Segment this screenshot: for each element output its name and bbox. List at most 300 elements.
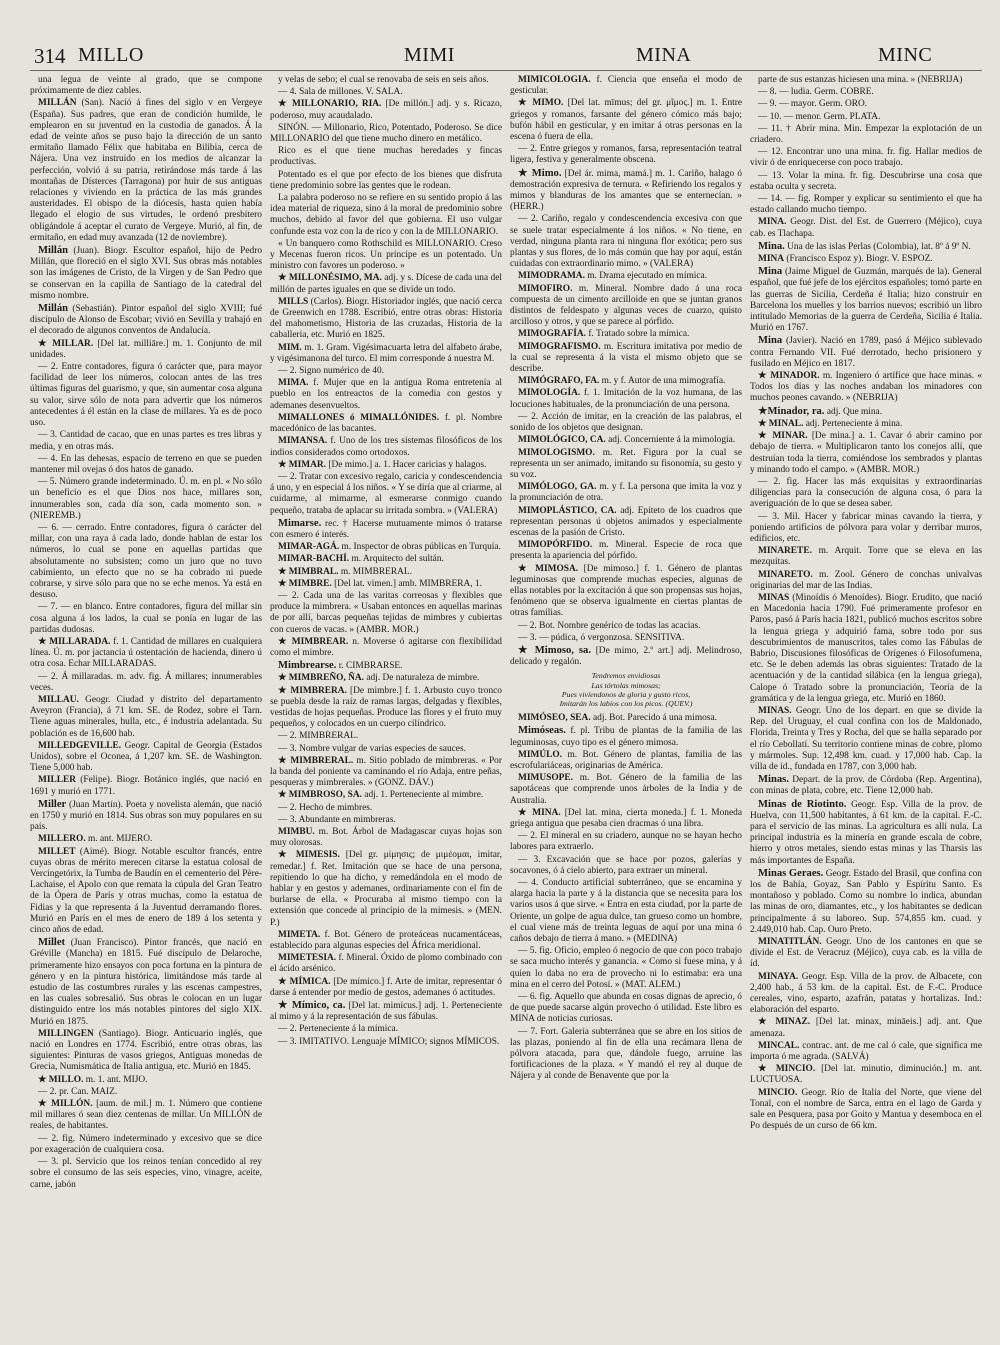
dictionary-entry [30,937,262,1028]
entry-text: Una de las islas Perlas (Colombia), lat. 8º á 9º N. [787,241,971,252]
dictionary-entry [270,815,502,826]
entry-headword: Mimarse. [278,517,322,529]
dictionary-entry [30,362,262,429]
dictionary-entry [270,731,502,742]
dictionary-entry [510,271,742,282]
entry-text: f. Bot. Género de proteáceas nucamentáceas, establecido para algunas especies del África meridional. [270,929,502,952]
dictionary-entry [270,75,502,86]
dictionary-entry [510,621,742,632]
entry-text: — 2. Entre griegos y romanos, farsa, representación teatral ligera, festiva y generalmente obscena. [510,144,742,166]
entry-headword: ★ MINAZ. [758,1017,811,1028]
dictionary-entry [750,431,982,476]
entry-text: y velas de sebo; el cual se renovaba de seis en seis años. [278,75,489,85]
entry-headword: MIMOGRAFÍA. [518,329,586,340]
entry-text: (Aimé). Biogr. Notable escultor francés, entre cuyas obras de mérito merecen citarse la estatua colosal de Vercingetórix, la Tumba de Baudín en el cementerio del Père-Lachaise, el Apolo con que remata la cúpula del Gran Teatro de la Ópera de París y otras muchas, como la estatua de Fidias y la que representa á la Juventud derramando flores. Murió en París en el mes de enero de 189 á los setenta y cinco años de edad. [30,846,262,936]
entry-headword: MIMOPÓRFIDO. [518,540,593,551]
entry-text: m. 1. Gram. Vigésimacuarta letra del alfabeto árabe, y vigésimanona del turco. El mim corresponde á nuestra M. [270,342,502,364]
dictionary-entry [270,673,502,684]
entry-headword: MIMETESIA. [278,953,337,964]
entry-text: Geogr. Capital de Georgia (Estados Unidos), sobre el Oconea, á 1,207 km. SE. de Washington. Tiene 5,000 hab. [30,740,262,774]
dictionary-entry [30,1099,262,1133]
entry-text: adj. 1. Perteneciente al mimbre. [364,790,484,801]
entry-headword: MIMALLONES ó MIMALLÓNIDES. [278,412,440,423]
entry-headword: ★ MILLONARIO, RIA. [278,99,382,110]
dictionary-entry [270,930,502,952]
entry-headword: MIMOFIRO. [518,283,573,294]
entry-text: r. CIMBRARSE. [338,661,403,672]
entry-headword: ★Minador, ra. [758,405,825,417]
dictionary-entry [270,436,502,458]
dictionary-entry [270,472,502,517]
entry-text: — 13. Volar la mina. fr. fig. Descubrirse una cosa que estaba oculta y secreta. [750,170,982,192]
entry-headword: Millán [38,245,69,257]
entry-text: — 2. Perteneciente á la mímica. [278,1024,399,1035]
entry-headword: Minas. [758,774,789,786]
entry-text: m. 1. ant. MIJO. [85,1074,148,1085]
dictionary-entry [750,706,982,773]
column-1 [30,75,262,1345]
entry-text: — 2. Cada una de las varitas correosas y flexibles que produce la mimbrera. « Usaban entonces en aquellas marinas de por allí, barcas pequeñas tejidas de mimbres y cubiertas con cueros de vacas. » (AMBR. MOR.) [270,590,502,635]
entry-headword: Mina [758,266,783,278]
entry-headword: ★ Mímico, ca. [278,1000,346,1012]
entry-text: [De mímico.] f. Arte de imitar, representar ó darse á entender por medio de gestos, ademanes ó actitudes. [270,976,502,998]
entry-headword: MINCIO. [758,1087,798,1098]
entry-text: — 2. Acción de imitar, en la creación de las palabras, el sonido de los objetos que designan. [510,411,742,434]
entry-text: Geogr. Esp. Villa de la prov. de Albacete, con 2,400 hab., á 53 km. de la capital. Est. de F.-C. Produce cereales, vino, esparto, azafrán, patatas y hortalizas. Ind.: elaboración del esparto. [750,971,982,1016]
dictionary-entry [510,633,742,644]
entry-text: Geogr. Uno de los cantones en que se divide el Est. de Veracruz (Méjico), cuya cab. es la villa de íd. [750,937,982,970]
dictionary-entry [510,831,742,853]
dictionary-entry [30,1075,262,1086]
dictionary-entry [510,168,742,214]
dictionary-entry [750,194,982,216]
entry-text: Geogr. Esp. Villa de la prov. de Huelva, con 11,500 habitantes, á 61 km. de la capital. F.-C. para el servicio de las minas. La agricultura es allí nula. La principal industria es la minería en grande escala de cobre, hierro y otros metales, siendo estas minas y las Tharsis las más importantes de España. [750,799,982,866]
entry-headword: ★ MIMBREÑO, ÑA. [278,673,365,684]
dictionary-entry [270,413,502,435]
entry-headword: MINAYA. [758,971,799,982]
entry-text: m. Ingeniero ó artífice que hace minas. « Todos los días y las noches andaban los minadores con muchos peones cavando. » (NEBRIJA) [750,371,982,404]
entry-text: — 11. † Abrir mina. Min. Empezar la explotación de un criadero. [750,123,982,146]
entry-headword: Mimóseas. [518,725,566,737]
dictionary-entry [750,406,982,418]
entry-headword: MINA [758,254,785,265]
entry-headword: MIMÓLOGO, GA. [518,482,597,493]
running-headword-2: MIMI [404,44,455,66]
entry-text: — 9. — mayor. Germ. ORO. [758,99,868,110]
entry-text: — 2. Tratar con excesivo regalo, caricia y condescendencia á uno, y en especial á los niños. « Y se diría que al criarme, al cuidarme, al mimarme, al esmerarse conmigo cuando pequeño, trataba de aplacar su irritada sombra. » (VALERA) [270,471,502,516]
dictionary-entry [270,542,502,553]
dictionary-entry [750,171,982,193]
entry-text: f. pl. Tribu de plantas de la familia de las leguminosas, cuyo tipo es el género mimosa. [510,726,742,748]
entry-headword: MILLAU. [38,694,79,705]
entry-text: (Carlos). Biogr. Historiador inglés, que nació cerca de Greenwich en 1788. Escribió, entre otras obras: Historia del mahometismo, Historia de las cruzadas, Historia de la caballería, etc. Murió en 1825. [270,296,502,341]
dictionary-entry [30,799,262,834]
entry-text: m. Sitio poblado de mimbreras. « Por la banda del poniente va caminando el río Adaja, entre peñas, pesqueras y mimbrerales. » (GONZ. DÁV.) [270,755,502,789]
entry-text: Potentado es el que por efecto de los bienes que disfruta tiene predominio sobre las gentes que le rodean. [270,169,502,191]
entry-headword: MIMAR-BACHÍ. [278,554,350,565]
dictionary-entry [750,512,982,546]
dictionary-entry [510,1027,742,1083]
entry-text: — 3. Cantidad de cacao, que en unas partes es tres libras y media, y en otras más. [30,430,262,452]
dictionary-entry [750,87,982,98]
entry-text: [De mimo.] a. 1. Hacer caricias y halagos. [328,459,487,470]
entry-text: adj. De naturaleza de mimbre. [366,673,480,684]
entry-headword: MIMANSA. [278,436,328,447]
entry-headword: MILLS [278,296,309,307]
entry-headword: MILLINGEN [38,1028,94,1039]
entry-text: [Del ár. mima, mamá.] m. 1. Cariño, halago ó demostración expresiva de ternura. « Refiriendo los regalos y mimos y blanduras de los amantes que se enternecían. » (HERR.) [510,168,742,213]
dictionary-entry [270,686,502,731]
entry-text: [De mimbre.] f. 1. Arbusto cuyo tronco se puebla desde la raíz de ramas largas, delgadas y flexibles, vestidas de hojas pequeñas. Produce las flores y el fruto muy pequeños, y colocados en un cuerpo cilíndrico. [270,685,502,730]
dictionary-entry [510,855,742,877]
entry-text: — 5. Número grande indeterminado. Ú. m. en pl. « No sólo un beneficio es el que Dios nos hace, millares son, innumerables son, cada día son, cada momento son. » (NIEREMB.) [30,477,262,521]
entry-text: — 2. fig. Hacer las más exquisitas y extraordinarias diligencias para la consecución de alguna cosa, ó para la averiguación de lo que se desea saber. [750,476,982,510]
entry-text: Geogr. Ciudad y distrito del departamento Aveyron (Francia), á 71 km. SE. de Rodez, sobre el Tarn. Tiene aguas minerales, hulla, etc., é industria adelantada. Su población es de 16,600 hab. [30,694,262,739]
entry-headword: ★ MINCIO. [758,1064,816,1075]
entry-text: [Del lat. mīmus; del gr. μῖμος.] m. 1. Entre griegos y romanos, farsante del género cómico más bajo; bufón hábil en gesticular, y en imitar á otras personas en la escena ó fuera de ella. [510,98,742,143]
dictionary-entry [510,506,742,540]
entry-text: — 3. IMITATIVO. Lenguaje MÍMICO; signos MÍMICOS. [278,1036,500,1047]
dictionary-entry [510,992,742,1026]
entry-text: — 3. pl. Servicio que los reinos tenían concedido al rey sobre el consumo de las seis especies, vino, vinagre, aceite, carne, jabón [30,1157,262,1190]
entry-text: m. Mineral. Nombre dado á una roca compuesta de un cimento arcilloide en que se juntan granos distintos de feldespato y algunas veces de cuarzo, quisto arcilloso y otros, y que se parece al pórfido. [510,283,742,328]
entry-headword: MINAS [758,592,790,603]
verse-quote: Tendremos envidiosas Las tórtolas mimosas; Pues vivíendonos de gloria y gusto ricos, Imitarán los labios con los picos. (QUEV.) [559,671,693,708]
entry-text: m. MIMBRERAL. [340,566,412,577]
page-number: 314 [34,44,66,68]
entry-text: adj. y s. Dícese de cada una del millón de partes iguales en que se divide un todo. [270,273,502,295]
entry-text: Geogr. Río de Italia del Norte, que viene del Tonal, con el nombre de Sarca, entra en el lago de Garda y sale en Pesquera, pasa por Goito y Mantua y desemboca en el Po después de un curso de 66 km. [750,1087,982,1132]
dictionary-entry [30,741,262,775]
entry-headword: Minas de Riotinto. [758,798,847,810]
entry-headword: MINA. [758,217,787,228]
dictionary-entry [270,554,502,565]
entry-headword: ★ MINAL. [758,418,804,429]
dictionary-entry [270,460,502,471]
entry-headword: Mina [758,335,783,347]
dictionary-entry [510,564,742,620]
entry-text: — 2. Signo numérico de 40. [278,366,384,377]
entry-text: m. Bot. Género de la familia de las sapotáceas que comprende unos árboles de la India y de Australia. [510,773,742,806]
dictionary-entry [270,579,502,590]
entry-text: m. Ret. Figura por la cual se representa un ser animado, imitando su fisonomía, su gesto y su voz. [510,447,742,480]
dictionary-entry [30,672,262,694]
dictionary-entry [30,1134,262,1156]
entry-headword: MIMÓSEO, SEA. [518,713,591,724]
dictionary-entry [270,1024,502,1035]
dictionary-entry [510,713,742,724]
dictionary-entry [750,1088,982,1133]
entry-text: — 7. Fort. Galería subterránea que se abre en los sitios de las plazas, poniendo al fin de ella una recámara llena de pólvora atacada, para que, dándole fuego, arruine las fortificaciones de la plaza. « Y mandó el rey al duque de Nájera y al conde de Benavente que por la [510,1026,742,1082]
entry-headword: ★ MILLÓN. [38,1099,93,1110]
entry-headword: MIMICOLOGÍA. [518,75,591,85]
entry-headword: ★ MILLAR. [38,338,94,349]
dictionary-entry [270,239,502,273]
entry-headword: MINCAL. [758,1040,800,1051]
running-headword-1: MILLO [78,44,144,66]
entry-text: — 6. fig. Aquello que abunda en cosas dignas de aprecio, ó de que puede sacarse algún provecho ó utilidad. Este libro es MINA de noticias curiosas. [510,992,742,1025]
entry-headword: MINATITLÁN. [758,937,822,948]
dictionary-entry [750,593,982,705]
entry-headword: ★ MIMBROSO, SA. [278,790,362,801]
column-2 [270,75,502,1345]
text-columns [30,75,982,1345]
entry-text: adj. Bot. Parecido á una mimosa. [593,713,717,724]
entry-headword: ★ MIMAR. [278,459,326,470]
entry-text: (San). Nació á fines del siglo v en Vergeye (España). Sus padres, que eran de condición humilde, le emplearon en su juventud en la custodia de ganados. Á la edad de veinte años se puso bajo la dirección de un santo ermitaño llamado Félix que habitaba en Bilibia, cerca de Nájera. Una vez instruído en los medios de alcanzar la perfección, volvió á su patria, retirándose más tarde á las montañas de Dísterces (Tarragona) por huir de sus antiguas relaciones y viviendo en la práctica de las más grandes austeridades. El obispo de la diócesis, hasta quien había llegado el elogio de sus virtudes, le ordenó presbítero obligándole á aceptar el curato de Vergeye. Murió, al fin, de ermitaño, en edad muy avanzada (12 de noviembre). [30,98,262,243]
entry-text: « Un banquero como Rothschild es MILLONARIO. Creso y Mecenas fueron ricos. Un príncipe es un potentado. Un ministro con favores un poderoso. » [270,238,502,272]
entry-headword: ★ MINAR. [758,431,808,442]
dictionary-entry [30,303,262,338]
dictionary-entry [270,953,502,975]
entry-text: m. Arquitecto del sultán. [351,554,444,565]
dictionary-entry [270,87,502,98]
dictionary-entry [30,847,262,937]
dictionary-entry [510,878,742,945]
entry-text: — 3. — púdica, ó vergonzosa. SENSITIVA. [518,632,685,643]
entry-headword: ★ MINA. [518,807,561,818]
dictionary-entry [270,567,502,578]
entry-text: (Sebastián). Pintor español del siglo XVIII; fué discípulo de Alonso de Escobar; vivió en Sevilla y trabajó en el decorado de algunos conventos de Andalucía. [30,304,262,337]
entry-text: [De mimo, 2.º art.] adj. Melindroso, delicado y regalón. [510,645,742,668]
dictionary-entry [270,977,502,999]
dictionary-entry [30,1157,262,1191]
entry-text: m. Drama ejecutado en mímica. [587,271,708,282]
entry-headword: ★ MIMO. [518,98,564,109]
entry-headword: Mimbrearse. [278,660,337,672]
dictionary-entry [750,1041,982,1063]
entry-text: Geogr. Dist. del Est. de Guerrero (Méjico), cuya cab. es Tlachapa. [750,217,982,239]
dictionary-entry [270,660,502,672]
entry-headword: Miller [38,798,67,810]
running-headword-4: MINC [878,44,933,66]
entry-text: La palabra poderoso no se refiere en su sentido propio á las idea material de riqueza, sino á la moral de predominio sobre muchos, debido al favor del que gobierna. El uso vulgar confunde esta voz con la de rico y con la de MILLONARIO. [270,193,502,237]
entry-text: — 2. pr. Can. MAIZ. [38,1086,118,1097]
dictionary-entry [270,1000,502,1023]
entry-text: m. Mineral. Especie de roca que presenta la apariencia del pórfido. [510,540,742,562]
entry-text: f. Mujer que en la antigua Roma entretenía al pueblo en los entreactos de la comedia con gestos y ademanes desenvueltos. [270,378,502,411]
entry-text: — 2. El mineral en su criadero, aunque no se hayan hecho labores para extraerlo. [510,831,742,853]
dictionary-entry [750,477,982,511]
entry-headword: ★ MIMBRERAL. [278,755,354,766]
entry-text: — 2. Cariño, regalo y condescendencia excesiva con que se suele tratar especialmente á los niños. « No tiene, en verdad, ninguna planta rara ni ninguna flor exótica; pero sus plantas y sus flores, de lo más común que hay por aquí, están cuidadas con extraordinario mimo. » (VALERA) [510,214,742,270]
entry-text: (Minoídis ó Menoídes). Biogr. Erudito, que nació en Macedonia hacia 1790. Fué primeramente profesor en Paros, pasó á París hacia 1821, publicó muchos escritos sobre la lengua griega y adquirió fama, sobre todo por sus descubrimientos de manuscritos, tales como las Fábulas de Babrio, Discusiones filosóficas de Orígenes ó Filosofumena, etc. Se le deben además las obras siguientes: Tratado de la acentuación y de la cantidad silábica (en la lengua griega), Calope ó Tratado sobre la pronunciación, Teoría de la gramática y de la lengua griega, etc. Murió en 1860. [750,592,982,704]
entry-text: SINÓN. — Millonario, Rico, Potentado, Poderoso. Se dice MILLONARIO del que tiene mucho dinero en metálico. [270,122,502,145]
entry-text: f. Ciencia que enseña el modo de gesticular. [510,75,742,97]
entry-headword: MIMA. [278,378,309,389]
dictionary-entry [510,98,742,143]
entry-text: [De millón.] adj. y s. Ricazo, poderoso, muy acaudalado. [270,99,502,121]
entry-headword: ★ MIMESIS. [278,850,340,861]
dictionary-entry [510,144,742,166]
dictionary-entry [30,98,262,244]
dictionary-entry [270,193,502,238]
entry-headword: ★ MIMOSA. [518,563,579,574]
entry-headword: ★ MIMBRAL. [278,566,339,577]
entry-text: [Del lat. milliāre.] m. 1. Conjunto de mil unidades. [30,338,262,360]
entry-text: — 5. fig. Oficio, empleo ó negocio de que con poco trabajo se saca mucho interés y ganancia. « Como si fuese mina, y á quien lo daba no era de provecho ni lo estimaba: era una mina en el cerro del Potosí. » (MAT. ALEM.) [510,946,742,990]
dictionary-entry [270,343,502,365]
entry-text: — 2. fig. Número indeterminado y excesivo que se dice por exageración de cualquiera cosa. [30,1133,262,1155]
dictionary-entry [270,803,502,814]
entry-text: [Del lat. vimen.] amb. MIMBRERA, 1. [334,578,482,589]
entry-headword: Minas Geraes. [758,867,824,879]
entry-text: — 3. Excavación que se hace por pozos, galerías y socavones, ó á cielo abierto, para extraer un mineral. [510,854,742,876]
dictionary-entry [30,75,262,97]
entry-text: [Del lat. mimicus.] adj. 1. Perteneciente al mimo y á la representación de sus fábulas. [270,1001,502,1023]
entry-text: — 4. Conducto artificial subterráneo, que se encamina y alarga hacia la parte y á la distancia que se necesita para los varios usos á que sirve. « Entra en esta ciudad, por la parte de Oriente, un golpe de agua dulce, tan grueso como un hombre, el cual viene más de treinta leguas de aquí por una mina ó caños debajo de tierra á mano. » (MEDINA) [510,878,742,945]
entry-headword: ★ MILLONÉSIMO, MA. [278,273,382,284]
dictionary-entry [270,378,502,412]
dictionary-entry [750,1064,982,1086]
dictionary-entry [30,695,262,740]
dictionary-entry [270,366,502,377]
entry-headword: ★ Mimoso, sa. [518,644,591,656]
entry-text: (Francisco Espoz y). Biogr. V. ESPOZ. [786,254,933,265]
entry-text: m. Inspector de obras públicas en Turquía. [341,542,501,553]
dictionary-entry [30,430,262,452]
entry-text: — 2. Bot. Nombre genérico de todas las acacias. [518,620,701,631]
entry-text: — 2. Entre contadores, figura ó carácter que, para mayor facilidad de leer los números, colocan antes de las tres últimas figuras del guarismo, y que, sin aumentar cosa alguna su valor, sirve sólo de nota para advertir que los números antecedentes á él están en la clase de millares. Ya es de poco uso. [30,362,262,429]
dictionary-entry [750,868,982,936]
dictionary-entry [750,217,982,239]
dictionary-entry [510,284,742,329]
entry-headword: MIMOLOGÍA. [518,388,581,399]
dictionary-entry [510,750,742,772]
entry-text: — 2. Á millaradas. m. adv. fig. Á millares; innumerables veces. [30,671,262,693]
dictionary-entry [750,75,982,86]
entry-headword: MIMAR-AGÁ. [278,542,340,553]
dictionary-entry [30,339,262,361]
entry-text: f. 1. Cantidad de millares en cualquiera línea. Ú. m. por jactancia ú ostentación de hacienda, dinero ú otra cosa. Echar MILLARADAS. [30,636,262,670]
entry-headword: MIMETA. [278,929,321,940]
dictionary-entry [750,1017,982,1039]
entry-text: — 2. Hecho de mimbres. [278,802,373,813]
entry-headword: MIMUSOPE. [518,773,573,784]
dictionary-entry [270,297,502,342]
entry-text: f. Tratado sobre la mímica. [588,329,690,340]
entry-text: m. Arquit. Torre que se eleva en las mezquitas. [750,546,982,568]
entry-headword: MILLEDGEVILLE. [38,740,122,751]
dictionary-entry [30,523,262,601]
entry-headword: MINARETE. [758,546,812,557]
entry-text: [De mina.] a. 1. Cavar ó abrir camino por debajo de tierra. « Multiplicaron tanto los conejos allí, que destruían toda la tierra, comiéndose los sembrados y plantas y minando todo el campo. » (AMBR. MOR.) [750,431,982,475]
entry-text: f. pl. Nombre macedónico de las bacantes. [270,412,502,435]
dictionary-entry [270,518,502,541]
entry-text: (Juan Francisco). Pintor francés, que nació en Gréville (Mancha) en 1815. Fué discípulo de Delaroche, primeramente hizo ensayos con poca fortuna en la pintura de género y en la pintura histórica, limitándose más tarde al estudio de las costumbres rurales y las escenas campestres, en las cuales sobresalió. Sus obras le colocan en un lugar distinguido entre los más notables pintores del siglo XIX. Murió en 1875. [30,938,262,1027]
entry-headword: MIMOLÓGICO, CA. [518,435,606,446]
entry-text: — 14. — fig. Romper y explicar su sentimiento el que ha estado callando mucho tiempo. [750,194,982,216]
entry-text: m. y f. La persona que imita la voz y la pronunciación de otra. [510,482,742,504]
dictionary-entry [750,937,982,971]
entry-text: Depart. de la prov. de Córdoba (Rep. Argentina), con minas de plata, cobre, etc. Tiene 12,000 hab. [750,775,982,797]
dictionary-entry [270,591,502,636]
dictionary-entry [750,546,982,568]
entry-headword: MILLÁN [38,98,77,109]
dictionary-entry [270,756,502,790]
entry-headword: Mina. [758,240,785,252]
dictionary-entry [750,972,982,1017]
dictionary-entry [510,645,742,668]
dictionary-entry [30,454,262,476]
dictionary-entry [270,637,502,659]
entry-text: [Del lat. mina, cierta moneda.] f. 1. Moneda griega antigua que pesaba cien dracmas ó una libra. [510,807,742,829]
dictionary-entry [510,725,742,748]
dictionary-entry [750,112,982,123]
entry-text: f. 1. Imitación de la voz humana, de las locuciones habituales, de la pronunciación de una persona. [510,388,742,410]
entry-text: — 3. Mil. Hacer y fabricar minas cavando la tierra, y poniendo artificios de pólvora para volar y derribar muros, edificios, etc. [750,511,982,544]
entry-text: [Del lat. minutio, diminución.] m. ant. LUCTUOSA. [750,1064,982,1086]
dictionary-entry [270,790,502,801]
dictionary-entry [750,241,982,253]
dictionary-entry [750,774,982,797]
dictionary-entry [270,273,502,295]
entry-headword: MIMOGRAFISMO. [518,341,601,352]
entry-text: Geogr. Uno de los depart. en que se divide la Rep. del Uruguay, el cual confina con los de Maldonado, Florida, Treinta y Tres y Rocha, del que se halla separado por el río Cebollatí. Su territorio contiene minas de cobre, plomo y mármoles. Sup. 12,498 km. cuad. y 17,000 hab. Cap. la villa de íd., fundada en 1787, con 3,000 hab. [750,705,982,772]
entry-text: m. y f. Autor de una mimografía. [601,376,726,387]
dictionary-entry [510,376,742,387]
entry-text: — 4. Sala de millones. V. SALA. [278,87,403,98]
entry-headword: ★ MINADOR. [758,371,820,382]
dictionary-entry [750,419,982,430]
dictionary-entry [510,214,742,270]
dictionary-entry [270,1037,502,1048]
entry-text: — 3. Abundante en mimbreras. [278,814,396,825]
entry-headword: MILLET [38,846,76,857]
entry-text: adj. Perteneciente á mina. [805,418,903,429]
entry-text: adj. Epíteto de los cuadros que representan personas ú objetos animados y especialmente escenas de la pasión de Cristo. [510,505,742,538]
dictionary-entry [510,808,742,830]
dictionary-entry [750,799,982,867]
dictionary-entry [750,335,982,370]
entry-headword: MIMOPLÁSTICO, CA. [518,505,617,516]
dictionary-entry [30,775,262,797]
entry-text: Geogr. Estado del Brasil, que confina con los de Bahía, Goyaz, San Pablo y Espíritu Santo. Es montañoso y poblado. Como su nombre lo indica, abundan las minas de oro, diamantes, etc., y los habitantes se dedican principalmente á su laboreo. Sup. 574,855 km. cuad. y 2.449,010 hab. Cap. Ouro Preto. [750,868,982,935]
entry-headword: MIMOLOGISMO. [518,447,595,458]
dictionary-entry [750,266,982,334]
entry-text: — 3. Nombre vulgar de varias especies de sauces. [278,743,466,754]
dictionary-entry [30,602,262,636]
entry-text: — 10. — menor. Germ. PLATA. [758,111,881,122]
dictionary-entry [270,827,502,849]
entry-text: m. Zool. Género de conchas univalvas originarias del mar de las Indias. [750,569,982,591]
dictionary-entry [30,1029,262,1074]
entry-text: m. Bot. Género de plantas, familia de las escrofulariáceas, originarias de América. [510,749,742,771]
dictionary-entry [510,435,742,446]
dictionary-entry [510,388,742,410]
entry-text: [aum. de mil.] m. 1. Número que contiene mil millares ó sean diez centenas de millar. Un MILLÓN de reales, de habitantes. [30,1099,262,1132]
entry-headword: ★ MIMBRE. [278,578,332,589]
column-4 [750,75,982,1345]
dictionary-entry [750,124,982,146]
dictionary-entry [510,773,742,807]
entry-headword: Millán [38,303,69,315]
entry-headword: ★ MILLARADA. [38,636,111,647]
entry-text: — 4. En las dehesas, espacio de terreno en que se pueden mantener mil ovejas ó dos hatos de ganado. [30,453,262,475]
entry-text: — 12. Encontrar uno una mina. fr. fig. Hallar medios de vivir ó de enriquecerse con poco trabajo. [750,147,982,169]
entry-headword: ★ Mimo. [518,167,562,179]
entry-text: — 2. MIMBRERAL. [278,731,359,742]
dictionary-entry [270,123,502,145]
running-headword-3: MINA [636,44,692,66]
dictionary-entry [750,147,982,169]
entry-headword: MINAS. [758,705,792,716]
entry-text: (Javier). Nació en 1789, pasó á Méjico sublevado contra Fernando VII. Fué derrotado, hecho prisionero y fusilado en Méjico en 1817. [750,336,982,369]
entry-text: adj. Concerniente á la mimología. [608,435,736,446]
entry-text: f. Mineral. Óxido de plomo combinado con el ácido arsénico. [270,953,502,975]
entry-text: rec. † Hacerse mutuamente mimos ó tratarse con esmero é interés. [270,518,502,540]
dictionary-entry [750,99,982,110]
